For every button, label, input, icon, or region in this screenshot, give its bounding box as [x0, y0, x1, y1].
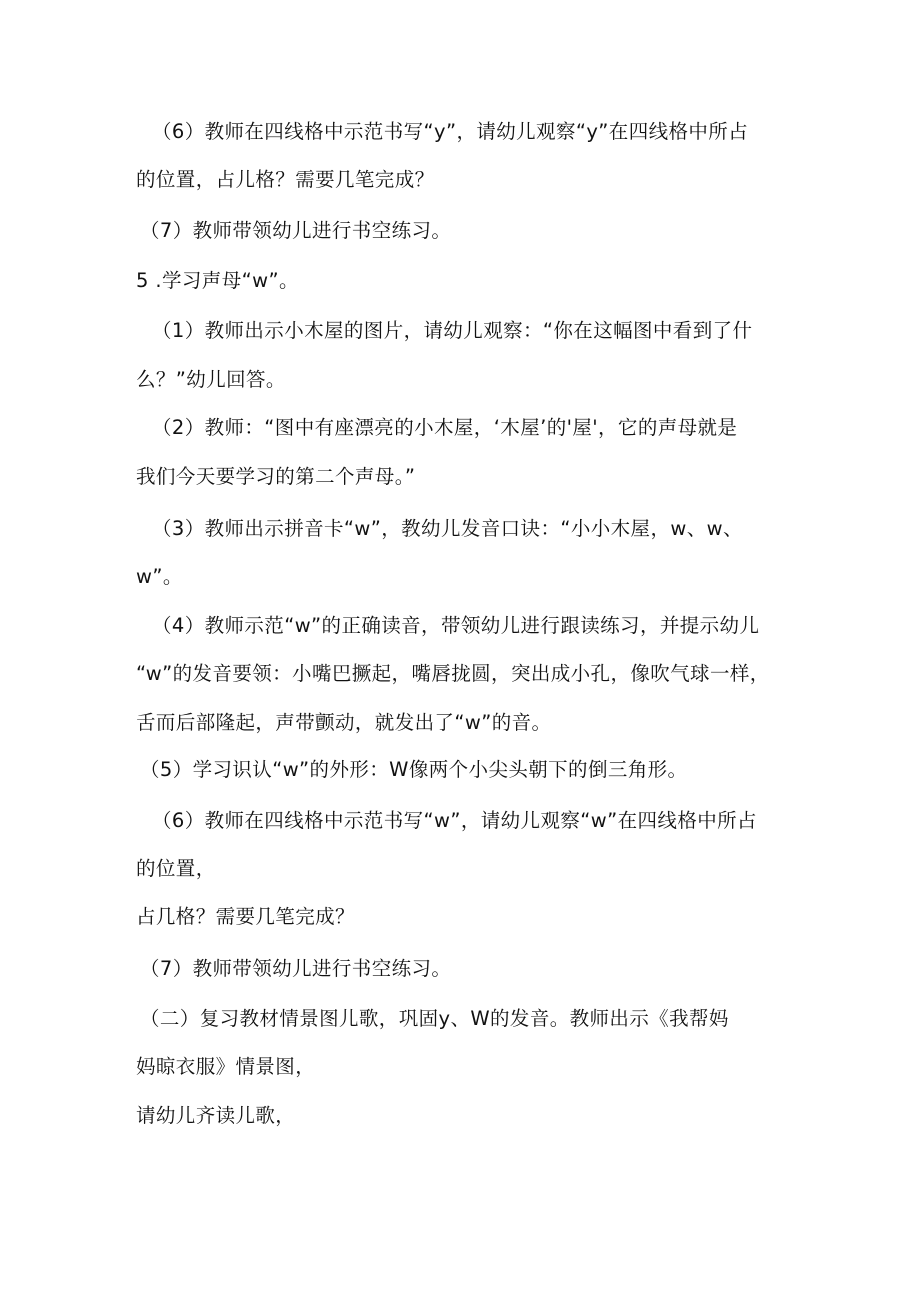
- paragraph-line: 请幼儿齐读儿歌，: [136, 1104, 296, 1127]
- paragraph-line: 妈晾衣服》情景图，: [136, 1055, 316, 1078]
- paragraph-line: 占几格？需要几笔完成？: [136, 905, 355, 928]
- paragraph-line: （7）教师带领幼儿进行书空练习。: [140, 219, 452, 242]
- paragraph-line: （3）教师出示拼音卡“w”，教幼儿发音口诀：“小小木屋，w、w、: [152, 517, 743, 540]
- paragraph-line: （4）教师示范“w”的正确读音，带领幼儿进行跟读练习，并提示幼儿: [152, 614, 760, 637]
- paragraph-line: （2）教师：“图中有座漂亮的小木屋，‘木屋’的'屋'，它的声母就是: [152, 416, 738, 439]
- paragraph-line: 我们今天要学习的第二个声母。”: [136, 465, 416, 488]
- paragraph-line: “w”的发音要领：小嘴巴撅起，嘴唇拢圆，突出成小孔，像吹气球一样，: [136, 662, 770, 685]
- paragraph-line: （6）教师在四线格中示范书写“y”，请幼儿观察“y”在四线格中所占: [152, 120, 749, 143]
- paragraph-line: w”。: [136, 565, 183, 588]
- paragraph-line: 舌而后部隆起，声带颤动，就发出了“w”的音。: [136, 711, 552, 734]
- paragraph-line: 的位置，占儿格？需要几笔完成？: [136, 168, 435, 191]
- paragraph-line: 的位置，: [136, 857, 216, 880]
- paragraph-line: （7）教师带领幼儿进行书空练习。: [140, 957, 452, 980]
- paragraph-line: 么？”幼儿回答。: [136, 368, 286, 391]
- paragraph-line: （5）学习识认“w”的外形：W像两个小尖头朝下的倒三角形。: [140, 758, 688, 781]
- section-heading: 5 .学习声母“w”。: [136, 269, 299, 292]
- paragraph-line: （6）教师在四线格中示范书写“w”，请幼儿观察“w”在四线格中所占: [152, 809, 757, 832]
- paragraph-line: （二）复习教材情景图儿歌，巩固y、W的发音。教师出示《我帮妈: [140, 1007, 729, 1030]
- paragraph-line: （1）教师出示小木屋的图片，请幼儿观察：“你在这幅图中看到了什: [152, 319, 753, 342]
